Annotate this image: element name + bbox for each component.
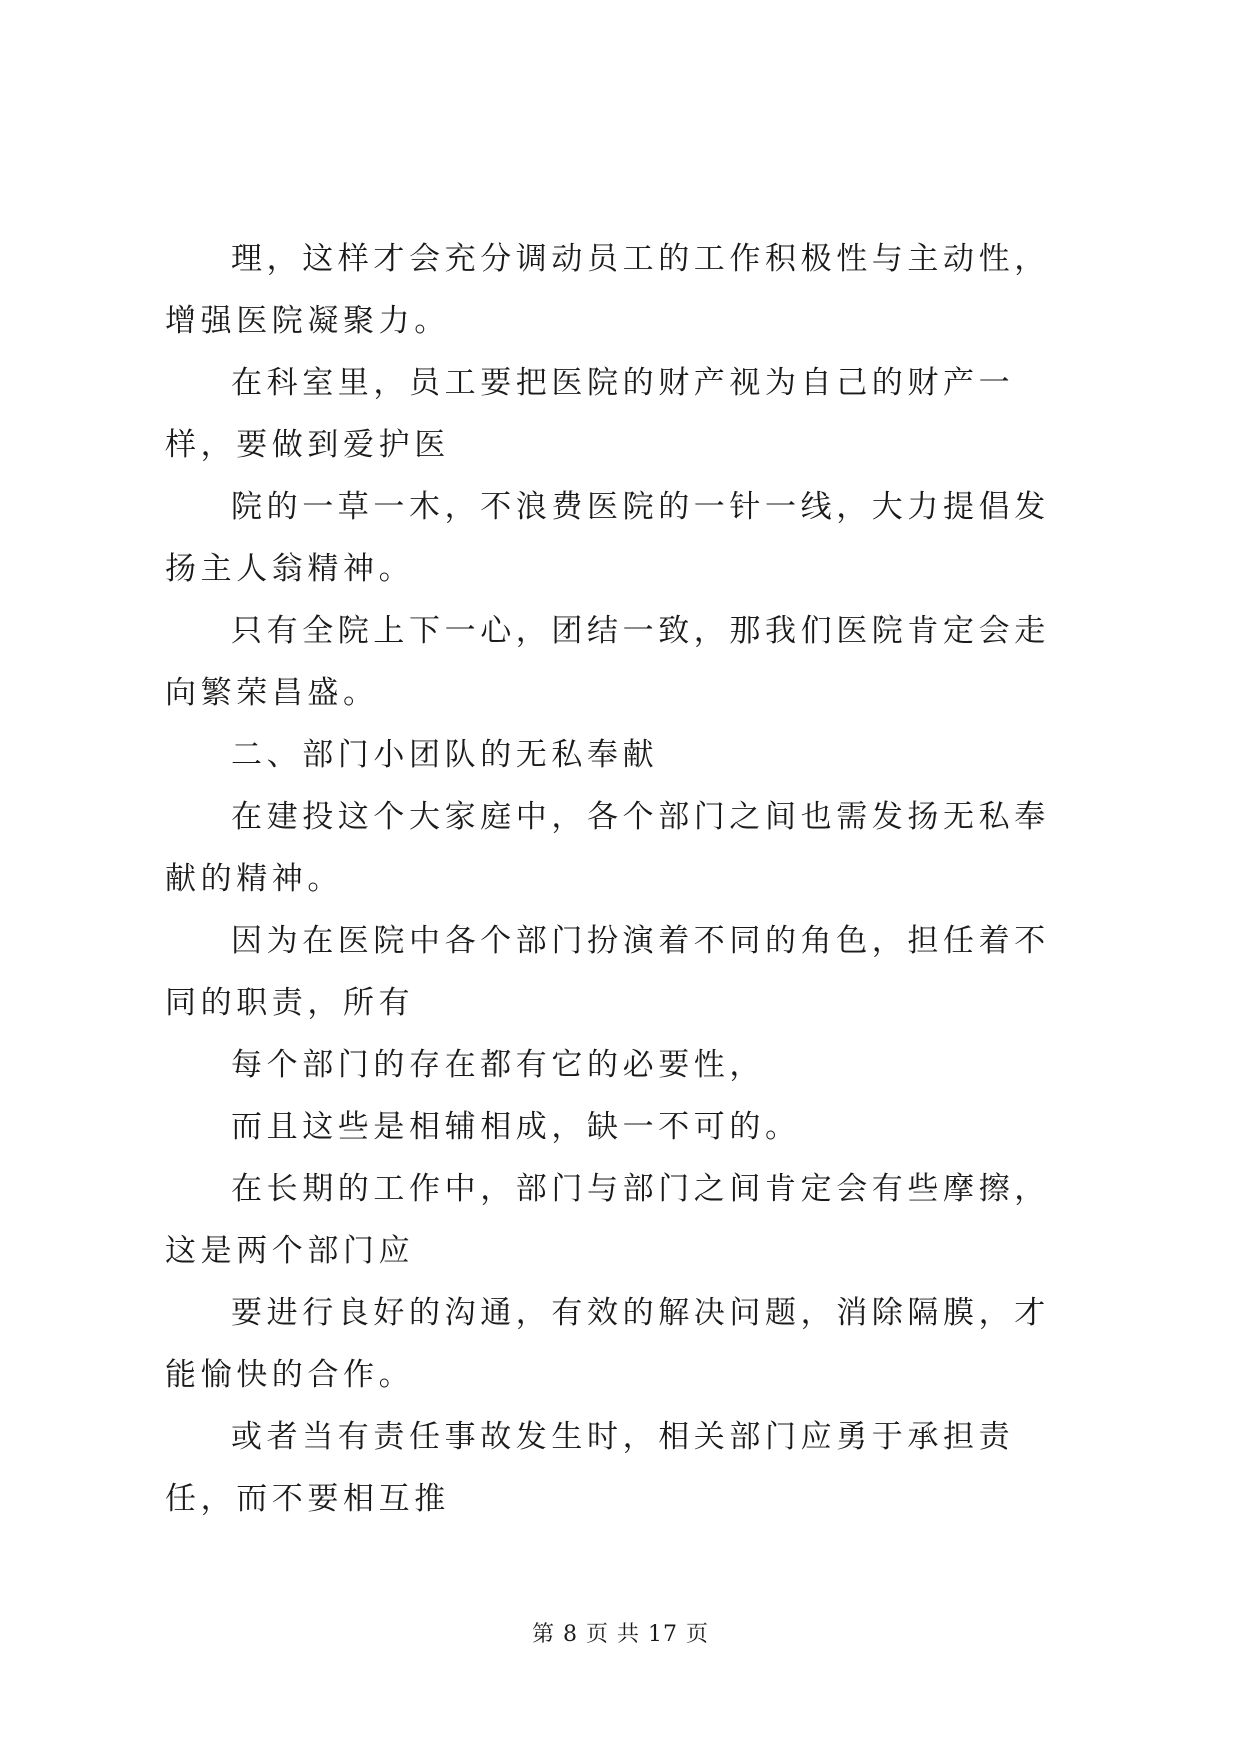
section-heading: 二、部门小团队的无私奉献: [231, 737, 659, 773]
paragraph: 每个部门的存在都有它的必要性，: [231, 1047, 765, 1083]
page-number-footer: 第 8 页 共 17 页: [532, 1622, 709, 1647]
paragraph: 或者当有责任事故发生时，相关部门应勇于承担责任，而不要相互推: [165, 1419, 1015, 1517]
paragraph: 院的一草一木，不浪费医院的一针一线，大力提倡发扬主人翁精神。: [165, 489, 1050, 587]
paragraph: 要进行良好的沟通，有效的解决问题，消除隔膜，才能愉快的合作。: [165, 1295, 1050, 1393]
paragraph: 只有全院上下一心，团结一致，那我们医院肯定会走向繁荣昌盛。: [165, 613, 1050, 711]
paragraph: 在科室里，员工要把医院的财产视为自己的财产一样，要做到爱护医: [165, 365, 1015, 463]
paragraph: 而且这些是相辅相成，缺一不可的。: [231, 1109, 801, 1145]
paragraph: 在建投这个大家庭中，各个部门之间也需发扬无私奉献的精神。: [165, 799, 1050, 897]
document-body: [165, 228, 1080, 1530]
paragraph: 因为在医院中各个部门扮演着不同的角色，担任着不同的职责，所有: [165, 923, 1050, 1021]
paragraph: 理，这样才会充分调动员工的工作积极性与主动性，增强医院凝聚力。: [165, 241, 1050, 339]
paragraph: 在长期的工作中，部门与部门之间肯定会有些摩擦，这是两个部门应: [165, 1171, 1050, 1269]
